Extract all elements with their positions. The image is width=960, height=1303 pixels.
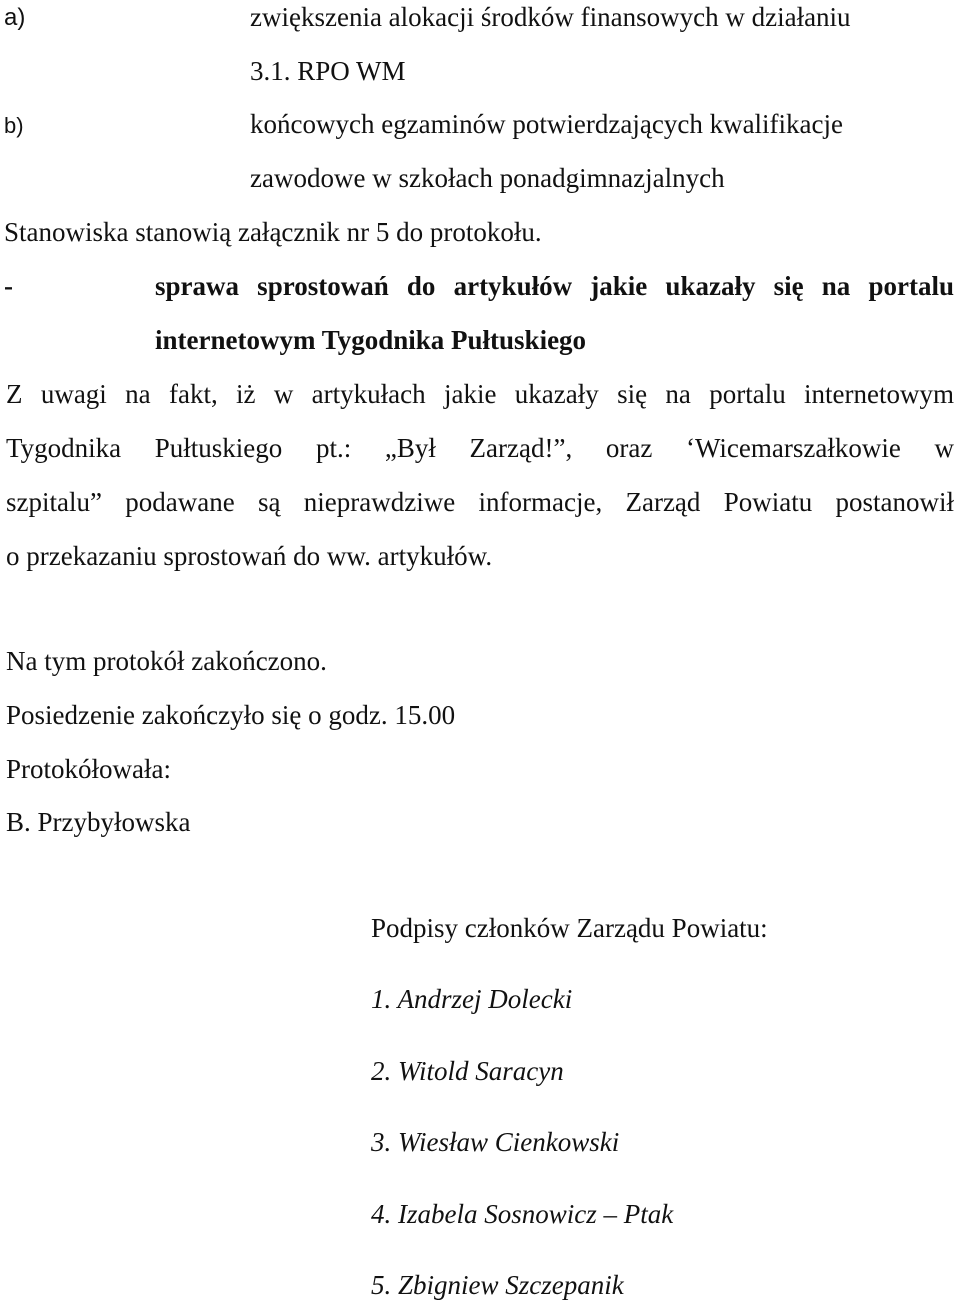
signatures-heading: Podpisy członków Zarządu Powiatu: (371, 913, 768, 943)
signature-member-4: 4. Izabela Sosnowicz – Ptak (371, 1199, 674, 1229)
paragraph-line-4: o przekazaniu sprostowań do ww. artykułów. (6, 541, 493, 571)
closing-ended: Na tym protokół zakończono. (6, 646, 327, 676)
paragraph-line-1: Z uwagi na fakt, iż w artykułach jakie ukazały się na portalu internetowym (6, 379, 954, 409)
signature-member-2: 2. Witold Saracyn (371, 1056, 564, 1086)
list-item-a-line2: 3.1. RPO WM (250, 56, 406, 86)
closing-recorder-name: B. Przybyłowska (6, 807, 191, 837)
list-marker-b: b) (4, 113, 24, 138)
paragraph-line-3: szpitalu” podawane są nieprawdziwe informacje, Zarząd Powiatu postanowił (6, 487, 954, 517)
paragraph-line-2: Tygodnika Pułtuskiego pt.: „Był Zarząd!”, oraz ‘Wicemarszałkowie w (6, 433, 954, 463)
list-marker-a: a) (4, 4, 26, 31)
signature-member-1: 1. Andrzej Dolecki (371, 984, 573, 1014)
stanowiska-note: Stanowiska stanowią załącznik nr 5 do protokołu. (4, 217, 542, 247)
list-item-b-line2: zawodowe w szkołach ponadgimnazjalnych (250, 163, 725, 193)
signature-member-3: 3. Wiesław Cienkowski (371, 1127, 620, 1157)
signature-member-5: 5. Zbigniew Szczepanik (371, 1270, 624, 1300)
section-dash: - (4, 271, 13, 301)
closing-recorder-label: Protokółowała: (6, 754, 171, 784)
closing-meeting-end: Posiedzenie zakończyło się o godz. 15.00 (6, 700, 456, 730)
list-item-b-line1: końcowych egzaminów potwierdzających kwalifikacje (250, 109, 843, 139)
section-heading-line1: sprawa sprostowań do artykułów jakie ukazały się na portalu (155, 271, 954, 301)
list-item-a-line1: zwiększenia alokacji środków finansowych w działaniu (250, 2, 851, 32)
section-heading-line2: internetowym Tygodnika Pułtuskiego (155, 325, 587, 355)
